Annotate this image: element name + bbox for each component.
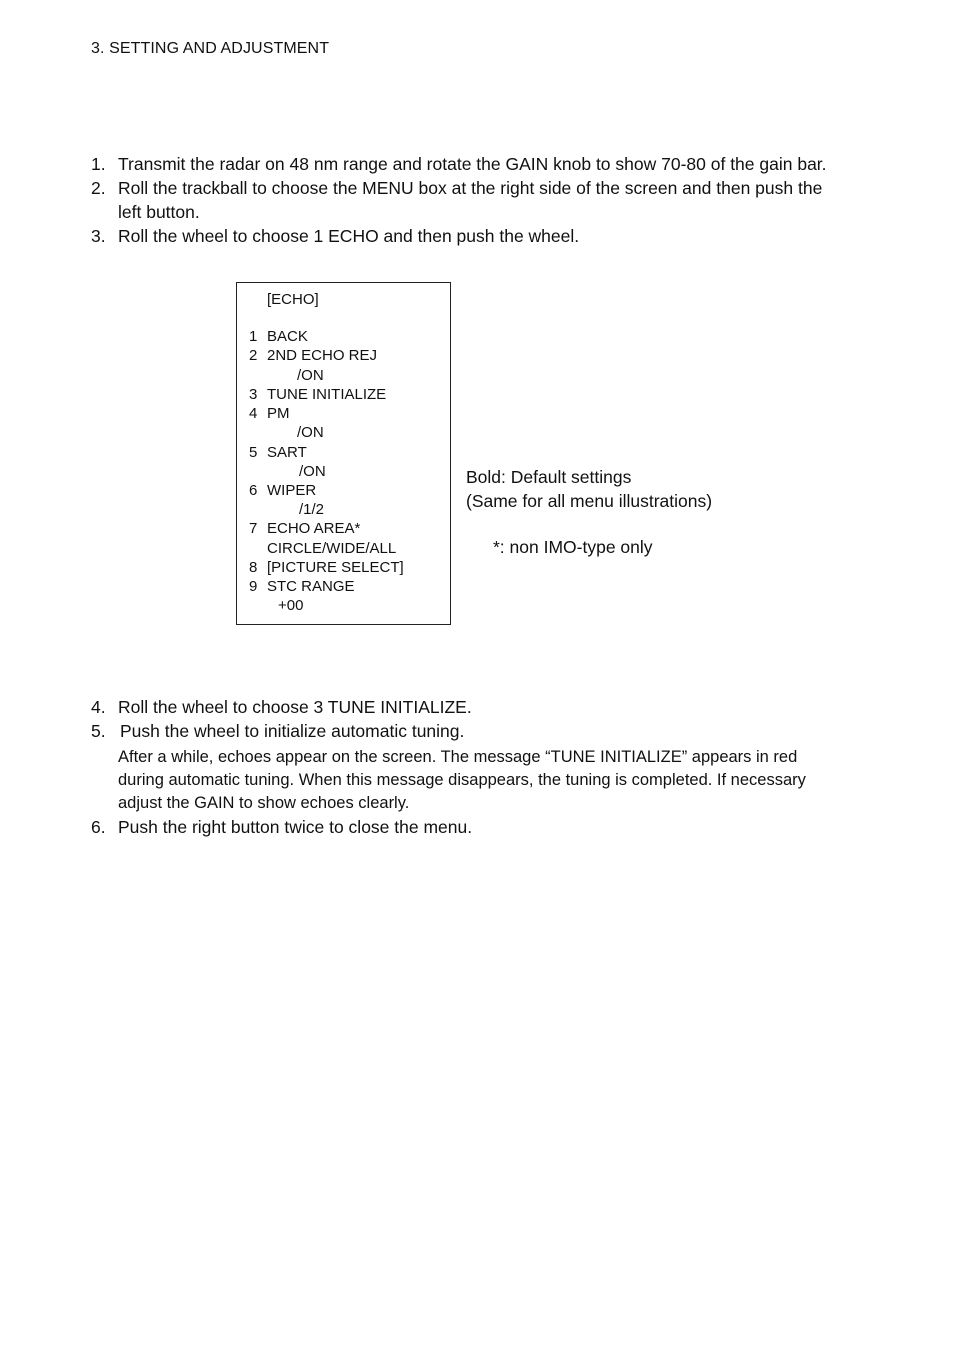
menu-item-option: +00: [278, 597, 304, 614]
step-5-note: After a while, echoes appear on the screen. The message “TUNE INITIALIZE” appears in red during automatic tuning. When this message disappears, the tuning is completed. If necessary adjust the GAIN to show echoes clearly.: [118, 748, 806, 812]
step-text: Push the right button twice to close the menu.: [118, 817, 473, 837]
step-number: 5.: [91, 721, 106, 741]
step-number: 2.: [91, 178, 106, 198]
menu-item-option: /1/2: [299, 501, 325, 518]
legend-line: Bold: Default settings: [466, 467, 632, 487]
menu-item-picture-select: [249, 559, 404, 576]
menu-title: [ECHO]: [267, 291, 319, 308]
menu-item-number: 3: [249, 386, 258, 403]
step-6: [91, 815, 841, 839]
menu-item-number: 2: [249, 347, 258, 364]
step-4: [91, 695, 841, 719]
echo-menu-illustration: [236, 282, 451, 625]
menu-item-number: 8: [249, 559, 258, 576]
menu-item-label: TUNE INITIALIZE: [267, 386, 387, 403]
step-number: 6.: [91, 817, 106, 837]
menu-item-2nd-echo-rej: [249, 347, 377, 364]
step-text: Transmit the radar on 48 nm range and rotate the GAIN knob to show 70-80 of the gain bar.: [118, 154, 827, 174]
menu-item-stc-range: [249, 578, 355, 595]
menu-item-option: CIRCLE/WIDE/ALL: [267, 540, 397, 557]
step-text: Push the wheel to initialize automatic tuning.: [120, 721, 465, 741]
step-text: Roll the trackball to choose the MENU box at the right side of the screen and then push the left button.: [118, 178, 823, 222]
procedure-steps-part-1: [91, 152, 841, 248]
menu-item-label: WIPER: [267, 482, 317, 499]
step-text: Roll the wheel to choose 3 TUNE INITIALIZE.: [118, 697, 472, 717]
step-number: 3.: [91, 226, 106, 246]
menu-item-wiper: [249, 482, 316, 499]
step-number: 1.: [91, 154, 106, 174]
menu-item-pm: [249, 405, 290, 422]
menu-item-number: 6: [249, 482, 258, 499]
step-1: [91, 152, 841, 176]
menu-item-number: 4: [249, 405, 258, 422]
step-text: Roll the wheel to choose 1 ECHO and then push the wheel.: [118, 226, 580, 246]
menu-item-label: [PICTURE SELECT]: [267, 559, 404, 576]
section-header: 3. SETTING AND ADJUSTMENT: [91, 40, 330, 57]
procedure-steps-part-2: [91, 695, 841, 839]
footnote: *: non IMO-type only: [493, 537, 653, 557]
menu-item-option: /ON: [299, 463, 326, 480]
menu-item-back: [249, 328, 308, 345]
menu-item-echo-area: [249, 520, 360, 537]
menu-item-option: /ON: [297, 424, 324, 441]
step-number: 4.: [91, 697, 106, 717]
step-5: [91, 719, 841, 743]
menu-item-label: PM: [267, 405, 290, 422]
step-3: [91, 224, 841, 248]
menu-item-label: BACK: [267, 328, 308, 345]
legend-note: [466, 465, 712, 513]
menu-item-label: 2ND ECHO REJ: [267, 347, 378, 364]
menu-item-number: 5: [249, 444, 258, 461]
menu-item-label: ECHO AREA*: [267, 520, 361, 537]
menu-item-option: /ON: [297, 367, 324, 384]
menu-item-number: 1: [249, 328, 258, 345]
menu-item-label: STC RANGE: [267, 578, 355, 595]
step-2: [91, 176, 841, 224]
legend-line: (Same for all menu illustrations): [466, 491, 713, 511]
menu-item-number: 9: [249, 578, 258, 595]
menu-item-label: SART: [267, 444, 307, 461]
menu-item-sart: [249, 444, 307, 461]
menu-item-tune-initialize: [249, 386, 386, 403]
menu-item-number: 7: [249, 520, 258, 537]
